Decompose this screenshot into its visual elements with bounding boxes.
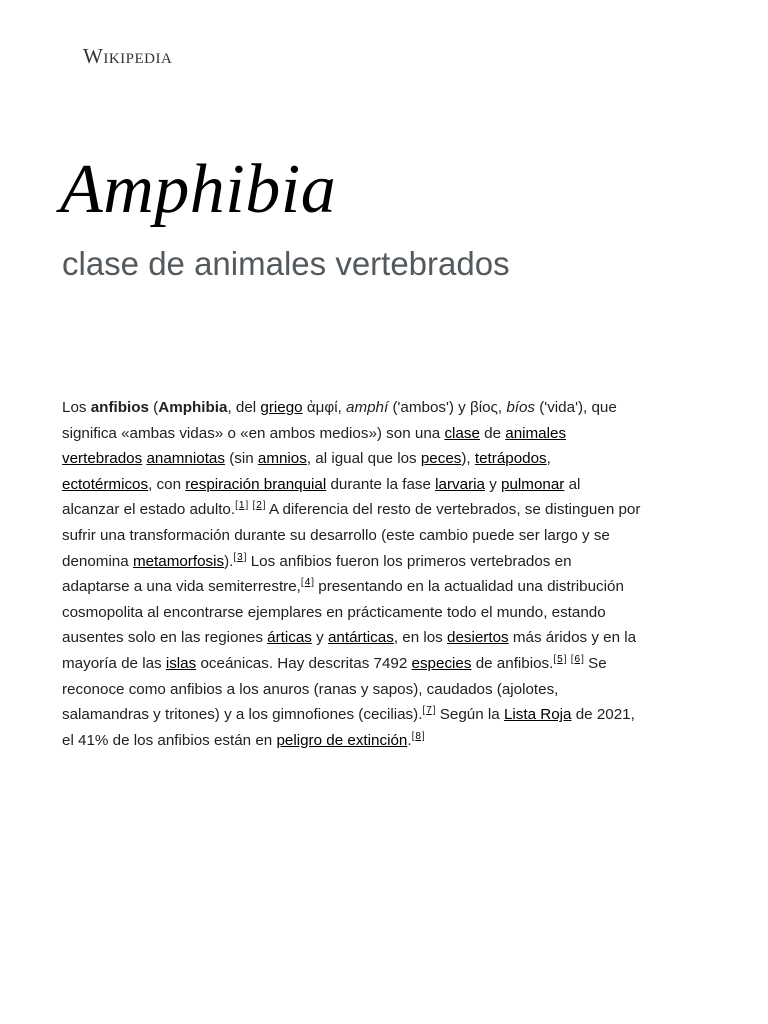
text: , al igual que los <box>306 450 421 468</box>
text: , con <box>148 475 186 493</box>
italic-bios: bíos <box>506 399 536 416</box>
text: (sin <box>224 450 258 468</box>
text: ('ambos') y βίος, <box>388 399 507 416</box>
citation-8[interactable]: [8] <box>411 730 425 742</box>
text: , en los <box>393 629 447 647</box>
link-articas[interactable]: árticas <box>267 629 312 647</box>
text: ('vida'), que significa «ambas vidas» o «en ambos medios») son una <box>62 399 617 442</box>
text: de 2021, el 41% de los anfibios están en <box>62 706 635 749</box>
link-respiracion-branquial[interactable]: respiración branquial <box>185 475 327 493</box>
link-peces[interactable]: peces <box>420 450 462 468</box>
text: más áridos y en la mayoría de las <box>62 629 637 672</box>
page-title: Amphibia <box>60 151 337 228</box>
link-larvaria[interactable]: larvaria <box>435 475 485 493</box>
text: y <box>311 629 328 647</box>
link-antarticas[interactable]: antárticas <box>327 629 394 647</box>
text: ). <box>224 552 234 570</box>
link-ectotermicos[interactable]: ectotérmicos <box>62 475 149 493</box>
page-subtitle: clase de animales vertebrados <box>62 245 510 282</box>
intro-paragraph <box>62 395 642 753</box>
link-lista-roja[interactable]: Lista Roja <box>503 706 572 724</box>
link-pulmonar[interactable]: pulmonar <box>501 475 565 493</box>
citation-5[interactable]: [5] <box>553 653 567 665</box>
bold-term-amphibia: Amphibia <box>158 399 228 416</box>
link-clase[interactable]: clase <box>444 424 480 442</box>
citation-2[interactable]: [2] <box>252 500 266 512</box>
text: Se reconoce como anfibios a los anuros (ranas y sapos), caudados (ajolotes, salamandras y tritones) y a los gimnofiones (cecilias). <box>62 654 607 724</box>
bold-term-anfibios: anfibios <box>90 399 149 416</box>
text: Según la <box>435 706 504 724</box>
text: oceánicas. Hay descritas 7492 <box>196 654 412 672</box>
citation-link[interactable]: 6 <box>574 653 581 665</box>
citation-link[interactable]: 5 <box>557 653 563 665</box>
text: ( <box>148 399 159 416</box>
text: . <box>407 731 412 749</box>
citation-1[interactable]: [1] <box>235 500 249 512</box>
link-animales-vertebrados[interactable]: animales vertebrados <box>62 424 567 468</box>
italic-amphi: amphí <box>346 399 389 416</box>
text: presentando en la actualidad una distribución cosmopolita al encontrarse ejemplares en prácticamente todo el mundo, estando ausentes solo en las regiones <box>62 578 624 647</box>
citation-7[interactable]: [7] <box>422 705 436 717</box>
link-griego[interactable]: griego <box>260 399 303 416</box>
text: ἀμφί, <box>302 399 347 416</box>
text: A diferencia del resto de vertebrados, se distinguen por sufrir una transformación durante su desarrollo (este cambio puede ser largo y se denomina <box>62 501 641 570</box>
text: , <box>546 450 551 468</box>
link-amnios[interactable]: amnios <box>257 450 307 468</box>
link-peligro-de-extincion[interactable]: peligro de extinción <box>276 731 408 749</box>
link-anamniotas[interactable]: anamniotas <box>146 450 225 468</box>
citation-link[interactable]: 1 <box>238 500 245 512</box>
citation-6[interactable]: [6] <box>570 653 584 665</box>
text: Los anfibios fueron los primeros vertebrados en adaptarse a una vida semiterrestre, <box>62 552 572 596</box>
text: al alcanzar el estado adulto. <box>62 475 581 519</box>
link-especies[interactable]: especies <box>411 654 472 672</box>
citation-link[interactable]: 2 <box>256 500 262 512</box>
text: Los <box>62 399 91 416</box>
citation-link[interactable]: 8 <box>415 730 421 742</box>
citation-link[interactable]: 3 <box>237 551 243 563</box>
link-metamorfosis[interactable]: metamorfosis <box>132 552 225 570</box>
wikipedia-logo[interactable]: Wikipedia <box>83 44 173 68</box>
text: y <box>484 475 502 493</box>
citation-link[interactable]: 7 <box>426 705 432 717</box>
text: de anfibios. <box>471 654 554 672</box>
text: ), <box>461 450 475 468</box>
citation-link[interactable]: 4 <box>304 577 311 589</box>
link-tetrapodos[interactable]: tetrápodos <box>474 450 547 468</box>
link-desiertos[interactable]: desiertos <box>447 629 509 647</box>
citation-4[interactable]: [4] <box>300 577 315 589</box>
citation-3[interactable]: [3] <box>233 551 247 563</box>
link-islas[interactable]: islas <box>165 654 197 672</box>
text: de <box>479 424 506 442</box>
text: durante la fase <box>326 475 436 493</box>
text: , del <box>227 399 261 416</box>
